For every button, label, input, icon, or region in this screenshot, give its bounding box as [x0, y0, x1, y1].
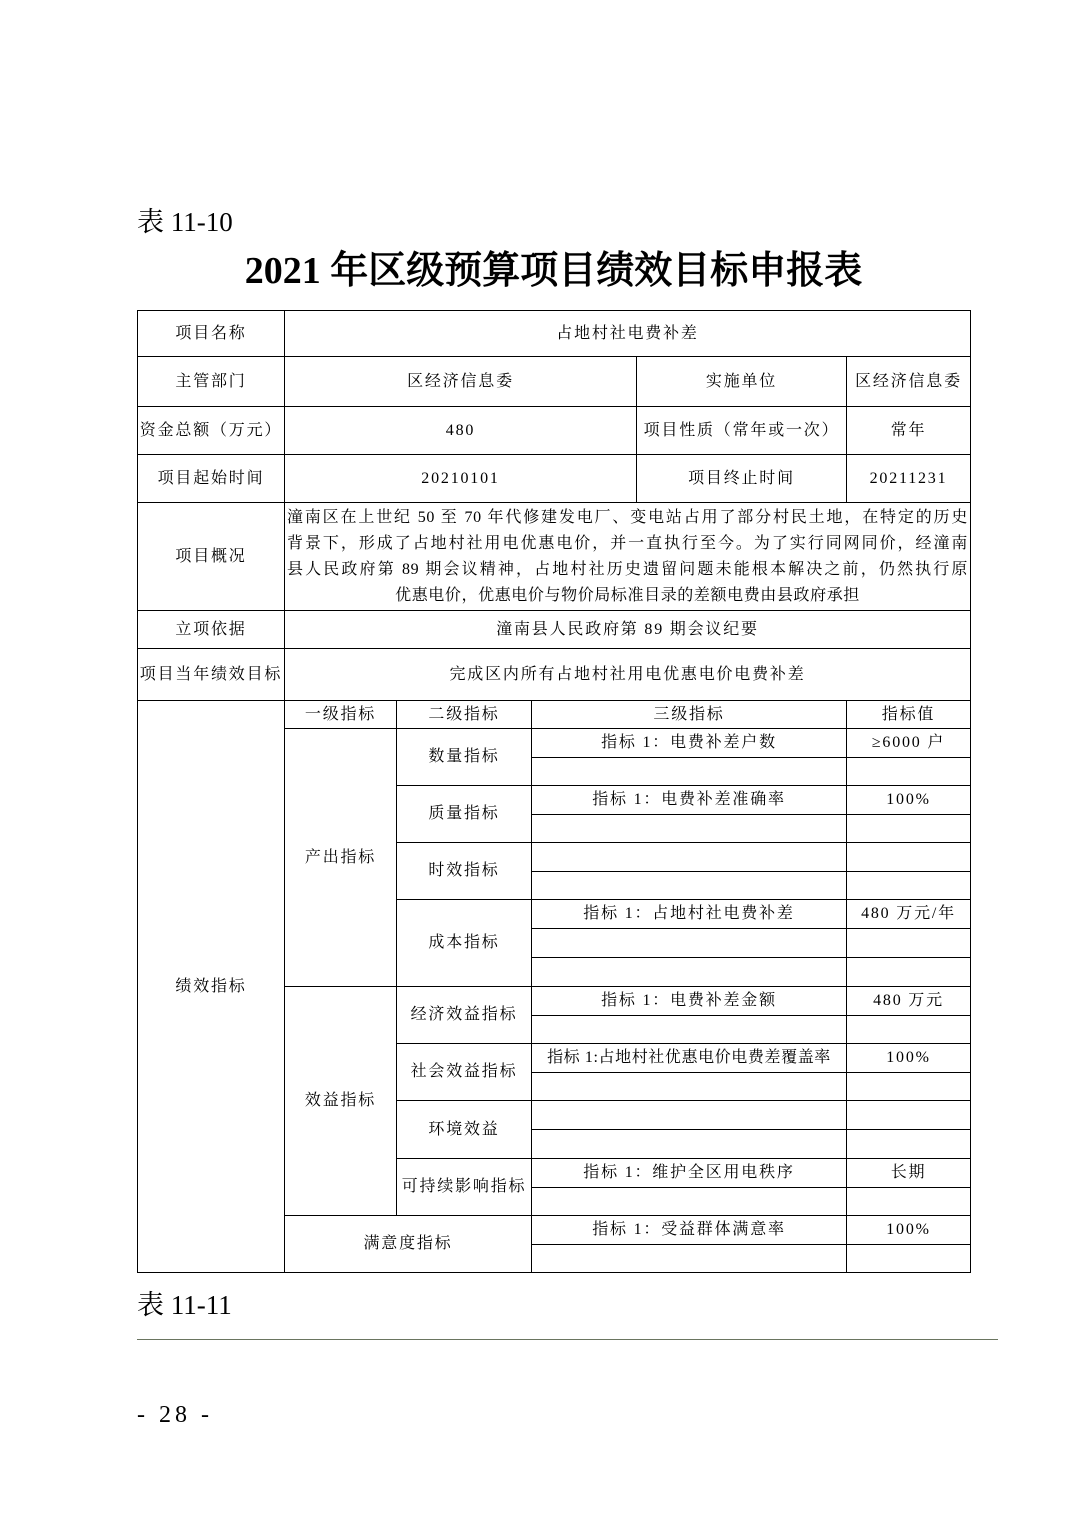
row-basis: [138, 611, 971, 649]
funds-label: 资金总额（万元）: [138, 407, 285, 455]
overview-line: 背景下，形成了占地村社用电优惠电价，并一直执行至今。为了实行同网同价，经潼南: [287, 534, 969, 552]
row-indicator-header: [138, 701, 971, 729]
quality-indicator-value: 100%: [847, 786, 971, 815]
empty-cell: [847, 758, 971, 786]
empty-cell: [847, 1101, 971, 1130]
row-project-name: [138, 311, 971, 357]
impl-value: 区经济信息委: [847, 357, 971, 407]
empty-cell: [532, 1130, 847, 1159]
empty-cell: [532, 1101, 847, 1130]
start-label: 项目起始时间: [138, 455, 285, 503]
nature-label: 项目性质（常年或一次）: [637, 407, 847, 455]
cost-indicator-value: 480 万元/年: [847, 900, 971, 929]
empty-cell: [532, 1073, 847, 1101]
indicators-section-label: 绩效指标: [138, 701, 285, 1273]
row-goal: [138, 649, 971, 701]
end-label: 项目终止时间: [637, 455, 847, 503]
project-name-label: 项目名称: [138, 311, 285, 357]
empty-cell: [847, 872, 971, 900]
goal-value: 完成区内所有占地村社用电优惠电价电费补差: [285, 649, 971, 701]
header-level2: 二级指标: [397, 701, 532, 729]
output-indicator-label: 产出指标: [285, 729, 397, 987]
quality-indicator-label: 质量指标: [397, 786, 532, 843]
empty-cell: [532, 1016, 847, 1044]
empty-cell: [847, 843, 971, 872]
basis-value: 潼南县人民政府第 89 期会议纪要: [285, 611, 971, 649]
project-name-value: 占地村社电费补差: [285, 311, 971, 357]
overview-line: 优惠电价，优惠电价与物价局标准目录的差额电费由县政府承担: [395, 586, 860, 604]
empty-cell: [532, 958, 847, 987]
empty-cell: [532, 1188, 847, 1216]
page-number: - 28 -: [137, 1402, 213, 1428]
empty-cell: [847, 815, 971, 843]
cost-indicator-name: 指标 1：占地村社电费补差: [532, 900, 847, 929]
quality-indicator-name: 指标 1：电费补差准确率: [532, 786, 847, 815]
empty-cell: [847, 1188, 971, 1216]
environmental-indicator-label: 环境效益: [397, 1101, 532, 1159]
budget-performance-table: [137, 310, 971, 1273]
empty-cell: [847, 1130, 971, 1159]
satisfaction-indicator-name: 指标 1：受益群体满意率: [532, 1216, 847, 1245]
empty-cell: [847, 958, 971, 987]
header-value: 指标值: [847, 701, 971, 729]
dept-value: 区经济信息委: [285, 357, 637, 407]
end-value: 20211231: [847, 455, 971, 503]
row-overview: [138, 503, 971, 611]
empty-cell: [532, 758, 847, 786]
empty-cell: [847, 929, 971, 958]
empty-cell: [847, 1245, 971, 1273]
row-funds: [138, 407, 971, 455]
social-indicator-value: 100%: [847, 1044, 971, 1073]
satisfaction-indicator-label: 满意度指标: [285, 1216, 532, 1273]
sustainable-indicator-name: 指标 1：维护全区用电秩序: [532, 1159, 847, 1188]
nature-value: 常年: [847, 407, 971, 455]
header-level3: 三级指标: [532, 701, 847, 729]
impl-label: 实施单位: [637, 357, 847, 407]
timeliness-indicator-label: 时效指标: [397, 843, 532, 900]
economic-indicator-label: 经济效益指标: [397, 987, 532, 1044]
funds-value: 480: [285, 407, 637, 455]
goal-label: 项目当年绩效目标: [138, 649, 285, 701]
empty-cell: [532, 843, 847, 872]
economic-indicator-name: 指标 1：电费补差金额: [532, 987, 847, 1016]
empty-cell: [532, 1245, 847, 1273]
page-title: 2021 年区级预算项目绩效目标申报表: [244, 250, 863, 292]
empty-cell: [847, 1073, 971, 1101]
start-value: 20210101: [285, 455, 637, 503]
overview-line: 潼南区在上世纪 50 至 70 年代修建发电厂、变电站占用了部分村民土地，在特定的历史: [287, 508, 969, 526]
row-department: [138, 357, 971, 407]
overview-line: 县人民政府第 89 期会议精神，占地村社历史遗留问题未能根本解决之前，仍然执行原: [287, 560, 969, 578]
header-level1: 一级指标: [285, 701, 397, 729]
overview-label: 项目概况: [138, 503, 285, 611]
dept-label: 主管部门: [138, 357, 285, 407]
quantity-indicator-label: 数量指标: [397, 729, 532, 786]
economic-indicator-value: 480 万元: [847, 987, 971, 1016]
overview-text: [285, 503, 971, 611]
sustainable-indicator-label: 可持续影响指标: [397, 1159, 532, 1216]
sustainable-indicator-value: 长期: [847, 1159, 971, 1188]
social-indicator-name: 指标 1:占地村社优惠电价电费差覆盖率: [532, 1044, 847, 1073]
next-table-label: 表 11-11: [137, 1290, 232, 1320]
quantity-indicator-name: 指标 1：电费补差户数: [532, 729, 847, 758]
empty-cell: [532, 872, 847, 900]
satisfaction-indicator-value: 100%: [847, 1216, 971, 1245]
benefit-indicator-label: 效益指标: [285, 987, 397, 1216]
table-label: 表 11-10: [137, 207, 233, 237]
social-indicator-label: 社会效益指标: [397, 1044, 532, 1101]
basis-label: 立项依据: [138, 611, 285, 649]
row-dates: [138, 455, 971, 503]
empty-cell: [532, 929, 847, 958]
cost-indicator-label: 成本指标: [397, 900, 532, 987]
footer-divider: [137, 1339, 998, 1340]
empty-cell: [847, 1016, 971, 1044]
empty-cell: [532, 815, 847, 843]
quantity-indicator-value: ≥6000 户: [847, 729, 971, 758]
